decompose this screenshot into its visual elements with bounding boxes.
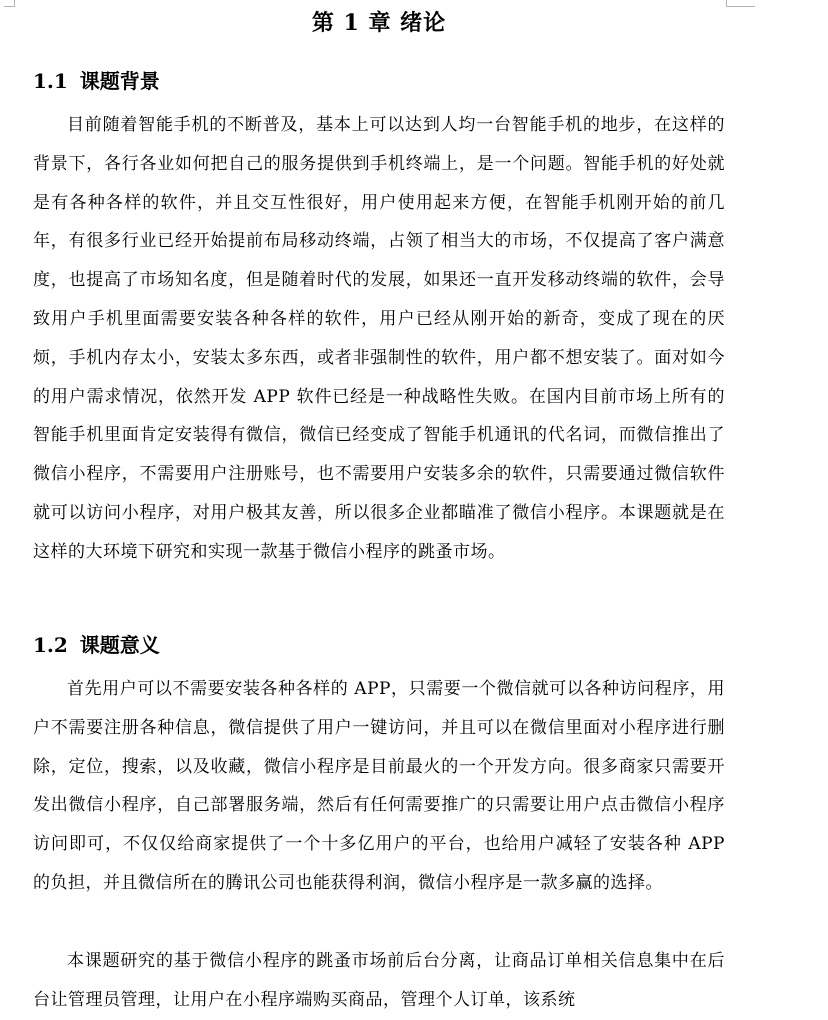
paragraph: 本课题研究的基于微信小程序的跳蚤市场前后台分离，让商品订单相关信息集中在后台让管理员管理，让用户在小程序端购买商品，管理个人订单，该系统 [33,951,725,1010]
section-number: 1.1 [33,69,68,93]
paragraph: 目前随着智能手机的不断普及，基本上可以达到人均一台智能手机的地步，在这样的背景下，各行各业如何把自己的服务提供到手机终端上，是一个问题。智能手机的好处就是有各种各样的软件，并且交互性很好，用户使用起来方便，在智能手机刚开始的前几年，有很多行业已经开始提前布局移动终端，占领了相当大的市场，不仅提高了客户满意度，也提高了市场知名度，但是随着时代的发展，如果还一直开发移动终端的软件，会导致用户手机里面需要安装各种各样的软件，用户已经从刚开始的新奇，变成了现在的厌烦，手机内存太小，安装太多东西，或者非强制性的软件，用户都不想安装了。面对如今的用户需求情况，依然开发 APP 软件已经是一种战略性失败。在国内目前市场上所有的智能手机里面肯定安装得有微信，微信已经变成了智能手机通讯的代名词，而微信推出了微信小程序，不需要用户注册账号，也不需要用户安装多余的软件，只需要通过微信软件就可以访问小程序，对用户极其友善，所以很多企业都瞄准了微信小程序。本课题就是在这样的大环境下研究和实现一款基于微信小程序的跳蚤市场。 [33,115,725,562]
section-number: 1.2 [33,633,68,657]
section-heading-1-2 [33,630,160,660]
section-title: 课题意义 [79,633,160,657]
paragraph: 首先用户可以不需要安装各种各样的 APP，只需要一个微信就可以各种访问程序，用户不需要注册各种信息，微信提供了用户一键访问，并且可以在微信里面对小程序进行删除，定位，搜索，以及收藏，微信小程序是目前最火的一个开发方向。很多商家只需要开发出微信小程序，自己部署服务端，然后有任何需要推广的只需要让用户点击微信小程序访问即可，不仅仅给商家提供了一个十多亿用户的平台，也给用户减轻了安装各种 APP 的负担，并且微信所在的腾讯公司也能获得利润，微信小程序是一款多赢的选择。 [33,679,725,893]
section-title: 课题背景 [79,69,160,93]
section-heading-1-1 [33,66,160,96]
chapter-title: 第 1 章 绪论 [311,10,447,36]
